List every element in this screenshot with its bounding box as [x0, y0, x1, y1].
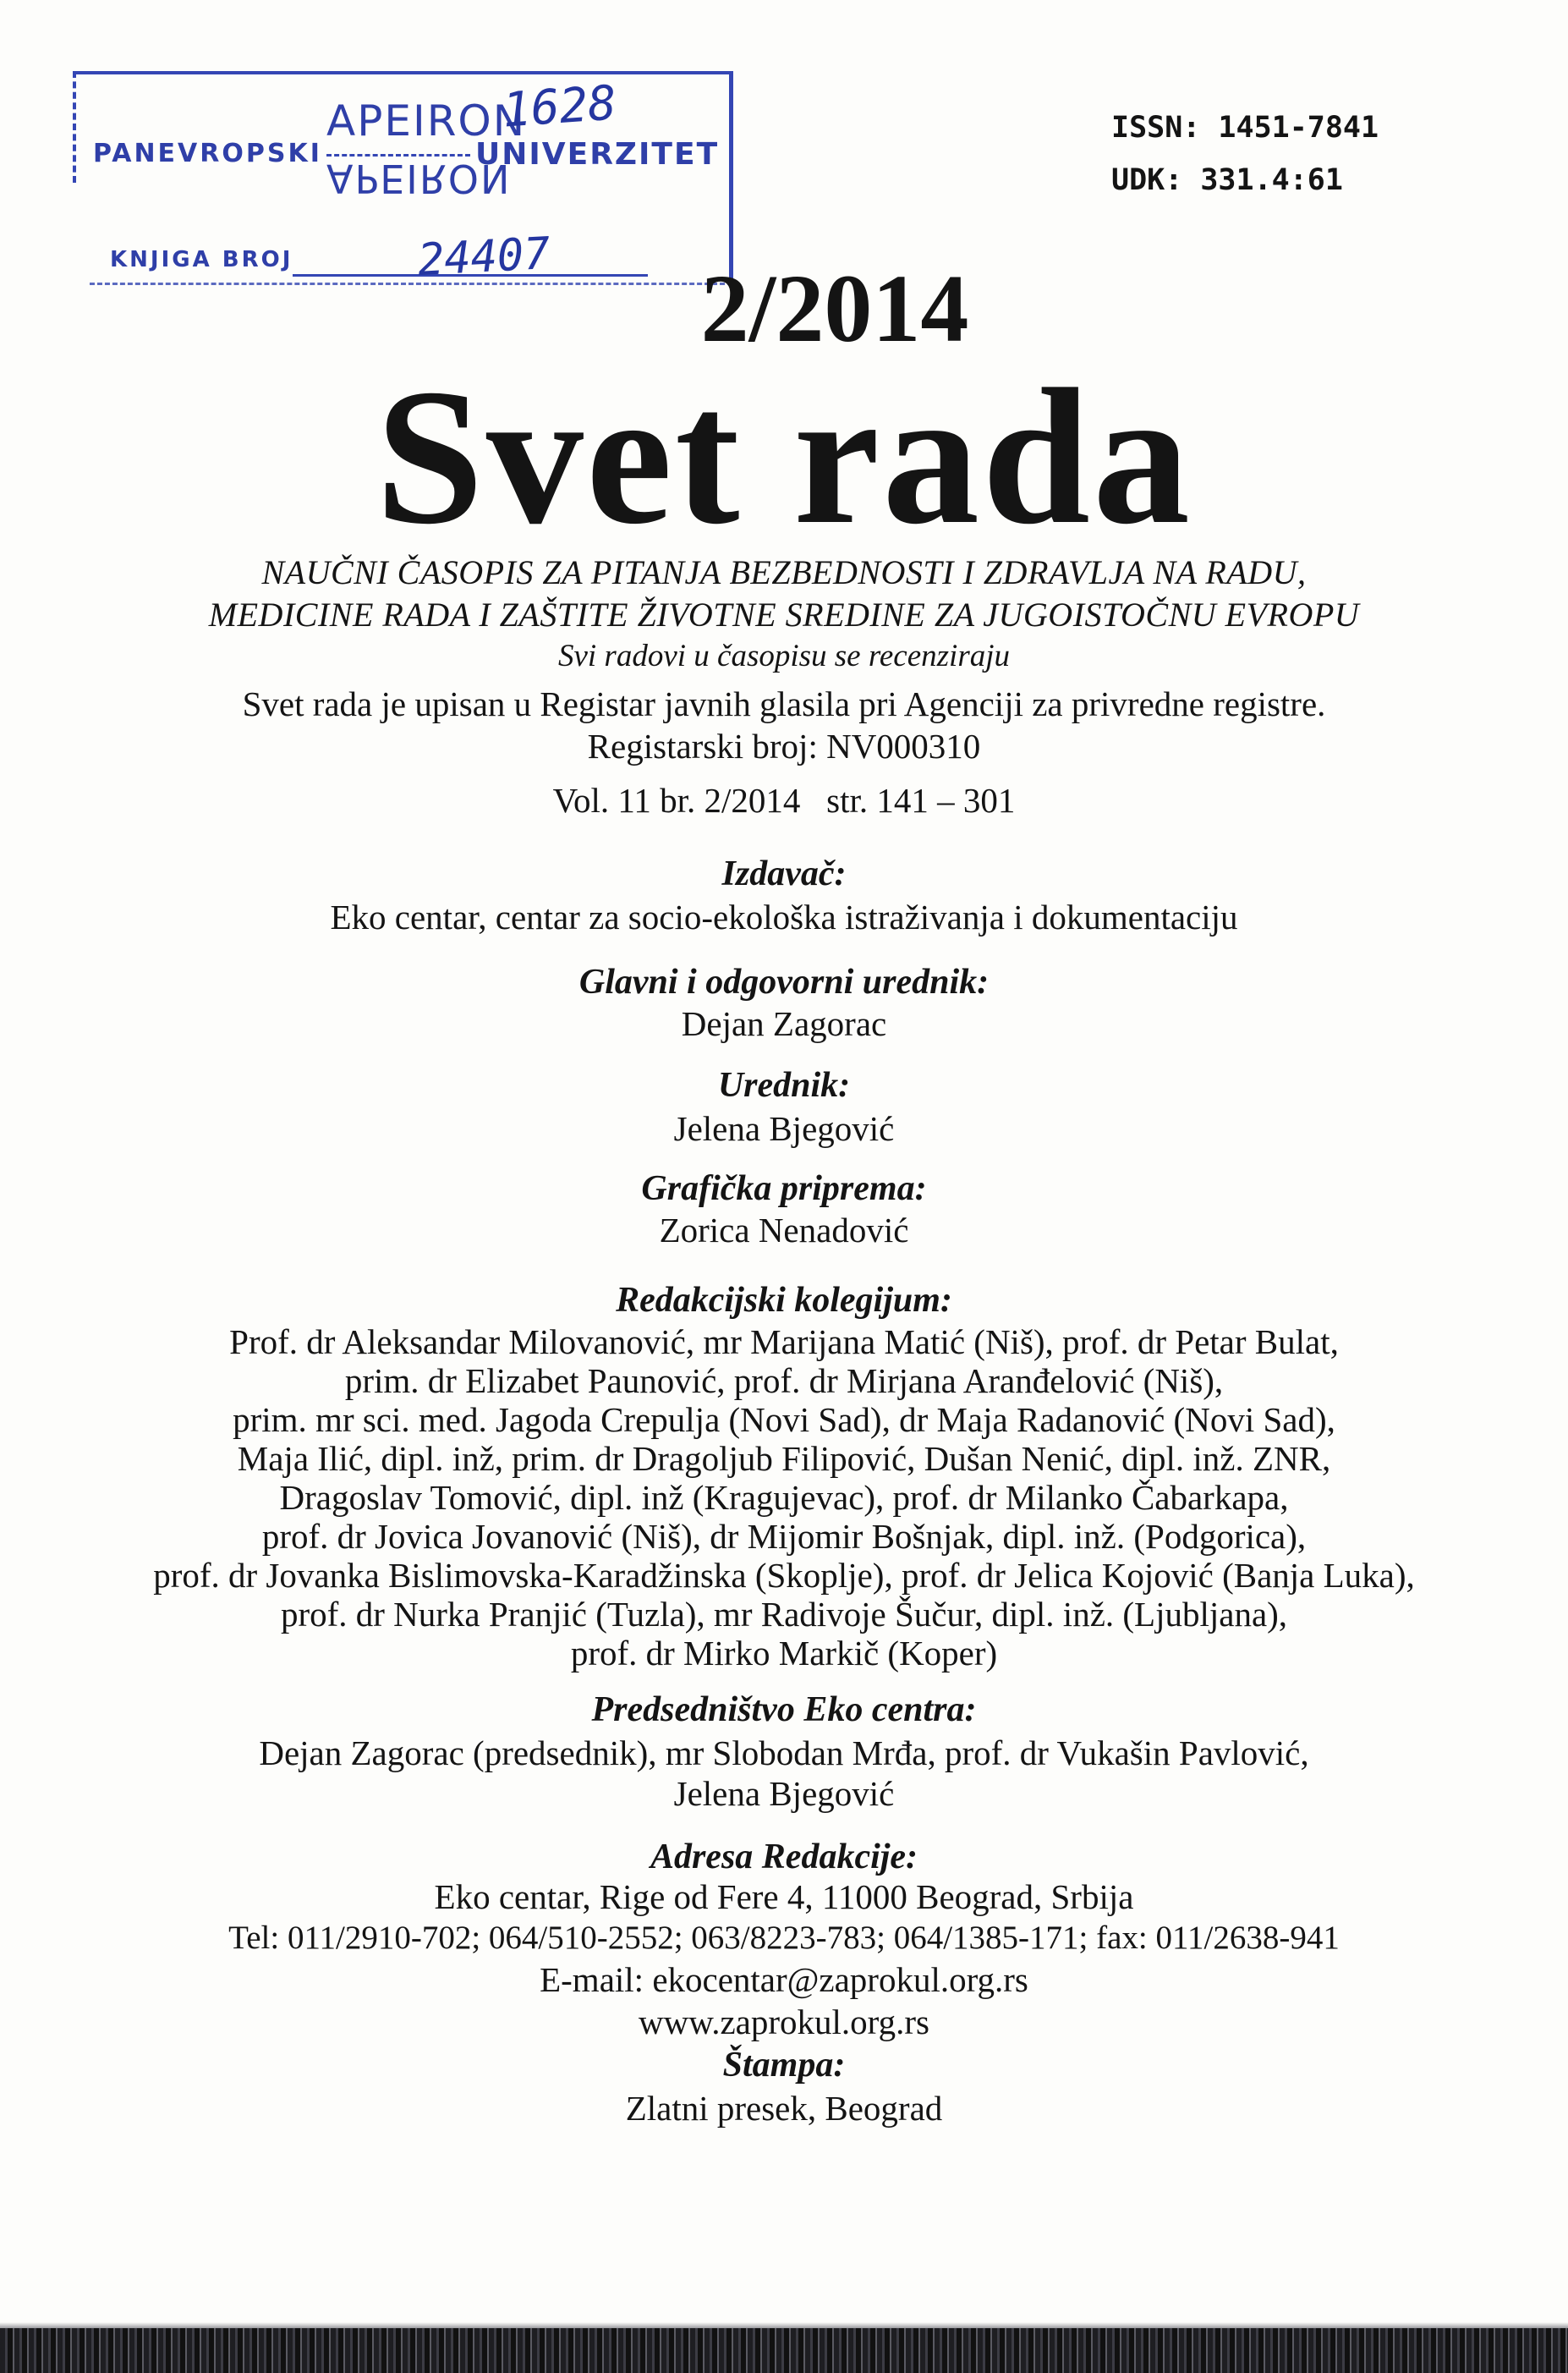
board-heading: Redakcijski kolegijum: [616, 1281, 952, 1320]
scan-bottom-strip [0, 2328, 1568, 2373]
board-line: Prof. dr Aleksandar Milovanović, mr Marijana Matić (Niš), prof. dr Petar Bulat, [229, 1322, 1339, 1361]
stamp-book-label: KNJIGA BROJ [110, 247, 293, 272]
udk-text: UDK: 331.4:61 [1111, 163, 1343, 197]
subtitle-line-2: MEDICINE RADA I ZAŠTITE ŽIVOTNE SREDINE ZA JUGOISTOČNU EVROPU [208, 596, 1360, 634]
stamp-apeiron: APEIRON [326, 96, 527, 146]
address-phones: Tel: 011/2910-702; 064/510-2552; 063/8223-783; 064/1385-171; fax: 011/2638-941 [228, 1920, 1340, 1956]
editor-in-chief-value: Dejan Zagorac [681, 1004, 887, 1043]
presidency-line: Dejan Zagorac (predsednik), mr Slobodan Mrđa, prof. dr Vukašin Pavlović, [259, 1733, 1309, 1772]
stamp-handwritten-number: 1628 [500, 75, 618, 139]
board-line: Dragoslav Tomović, dipl. inž (Kragujevac), prof. dr Milanko Čabarkapa, [279, 1478, 1289, 1517]
stamp-university-prefix: PANEVROPSKI [93, 139, 322, 168]
journal-title: Svet rada [375, 349, 1193, 564]
address-website: www.zaprokul.org.rs [639, 2002, 929, 2041]
stamp-border-left [73, 71, 76, 183]
registry-line-1: Svet rada je upisan u Registar javnih glasila pri Agenciji za privredne registre. [242, 684, 1326, 723]
board-line: prof. dr Jovanka Bislimovska-Karadžinska (Skoplje), prof. dr Jelica Kojović (Banja Luka), [153, 1556, 1415, 1595]
address-street: Eko centar, Rige od Fere 4, 11000 Beograd, Srbija [434, 1877, 1134, 1916]
issue-number: 2/2014 [700, 255, 969, 362]
publisher-value: Eko centar, centar za socio-ekološka istraživanja i dokumentaciju [330, 898, 1238, 937]
stamp-apeiron-mirror: APEIRON [326, 156, 512, 201]
board-line: prof. dr Mirko Markič (Koper) [570, 1634, 998, 1673]
editor-heading: Urednik: [717, 1066, 851, 1105]
address-heading: Adresa Redakcije: [650, 1837, 918, 1876]
review-note: Svi radovi u časopisu se recenziraju [557, 639, 1011, 673]
issn-text: ISSN: 1451-7841 [1111, 111, 1379, 145]
print-value: Zlatni presek, Beograd [625, 2089, 943, 2128]
volume-line: Vol. 11 br. 2/2014 str. 141 – 301 [552, 781, 1016, 820]
editor-value: Jelena Bjegović [673, 1109, 895, 1148]
print-heading: Štampa: [722, 2046, 846, 2085]
board-line: Maja Ilić, dipl. inž, prim. dr Dragoljub Filipović, Dušan Nenić, dipl. inž. ZNR, [237, 1439, 1331, 1478]
presidency-heading: Predsedništvo Eko centra: [591, 1690, 977, 1729]
board-line: prof. dr Nurka Pranjić (Tuzla), mr Radivoje Šučur, dipl. inž. (Ljubljana), [280, 1595, 1288, 1634]
subtitle-line-1: NAUČNI ČASOPIS ZA PITANJA BEZBEDNOSTI I ZDRAVLJA NA RADU, [261, 553, 1307, 591]
board-line: prim. dr Elizabet Paunović, prof. dr Mirjana Aranđelović (Niš), [344, 1361, 1224, 1400]
board-line: prim. mr sci. med. Jagoda Crepulja (Novi Sad), dr Maja Radanović (Novi Sad), [233, 1400, 1335, 1439]
address-email: E-mail: ekocentar@zaprokul.org.rs [540, 1960, 1028, 1999]
identifiers-block [1111, 102, 1379, 206]
graphics-heading: Grafička priprema: [641, 1169, 927, 1208]
publisher-heading: Izdavač: [721, 854, 847, 893]
stamp-university-suffix: UNIVERZITET [475, 137, 720, 172]
presidency-line: Jelena Bjegović [673, 1774, 895, 1813]
editor-in-chief-heading: Glavni i odgovorni urednik: [578, 963, 990, 1002]
board-line: prof. dr Jovica Jovanović (Niš), dr Mijomir Bošnjak, dipl. inž. (Podgorica), [261, 1517, 1307, 1556]
graphics-value: Zorica Nenadović [659, 1211, 909, 1250]
stamp-border-top [73, 71, 732, 74]
stamp-book-number: 24407 [416, 228, 552, 287]
registry-line-2: Registarski broj: NV000310 [587, 727, 981, 766]
